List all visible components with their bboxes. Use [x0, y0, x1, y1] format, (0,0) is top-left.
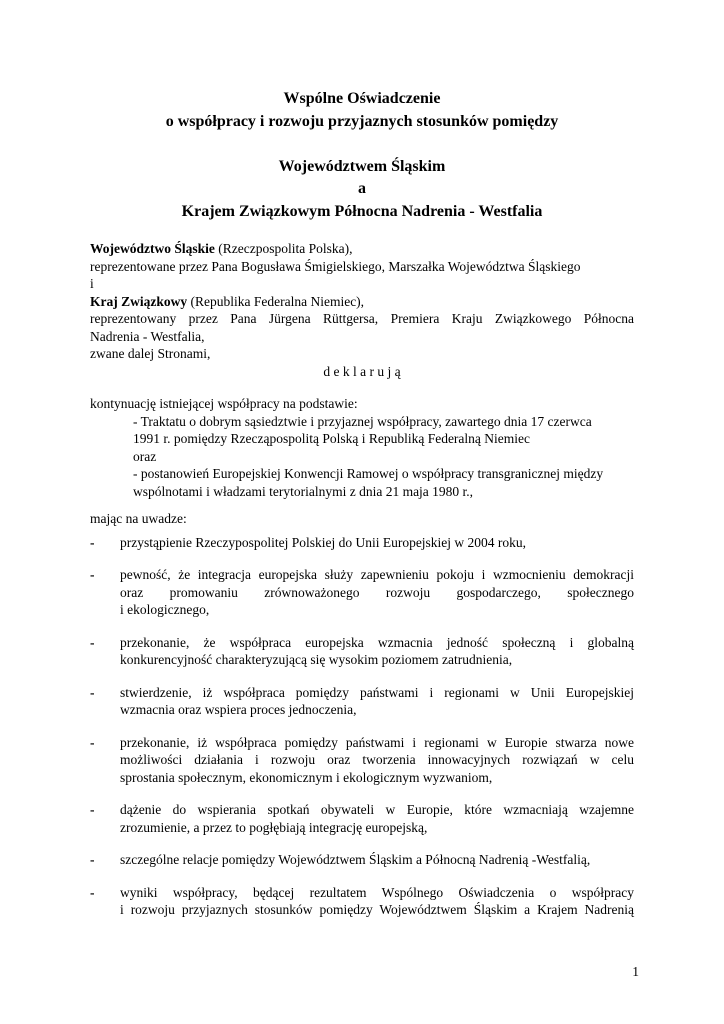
consideration-line: stwierdzenie, iż współpraca pomiędzy państwami i regionami w Unii Europejskiej: [120, 684, 634, 700]
consideration-item-3: [90, 634, 634, 669]
consideration-line: i ekologicznego,: [120, 602, 210, 617]
continuation-indented-block: [133, 413, 634, 501]
preamble-section: [90, 240, 634, 380]
convention-item-line2: wspólnotami i władzami terytorialnymi z dnia 21 maja 1980 r.,: [133, 483, 474, 499]
continuation-section: [90, 395, 634, 500]
party1-name: Województwo Śląskie: [90, 241, 215, 256]
consideration-item-8: [90, 884, 634, 919]
continuation-conjunction: oraz: [133, 448, 157, 464]
party1-state: (Rzeczpospolita Polska),: [214, 241, 353, 256]
consideration-item-7: [90, 851, 634, 869]
continuation-intro: kontynuację istniejącej współpracy na podstawie:: [90, 396, 358, 411]
preamble-party2-representative-line1: reprezentowany przez Pana Jürgena Rüttgersa, Premiera Kraju Związkowego Północna: [90, 311, 634, 326]
title-party-b: Krajem Związkowym Północna Nadrenia - Westfalia: [181, 202, 543, 220]
consideration-line: przekonanie, iż współpraca pomiędzy państwami i regionami w Europie stwarza nowe: [120, 734, 634, 750]
dash-bullet: -: [90, 734, 95, 750]
consideration-text: [120, 734, 634, 787]
consideration-text: [120, 684, 634, 719]
convention-item-line1: - postanowień Europejskiej Konwencji Ramowej o współpracy transgranicznej między: [133, 466, 604, 481]
document-title: [90, 88, 634, 223]
consideration-line: szczególne relacje pomiędzy Województwem Śląskim a Północną Nadrenią -Westfalią,: [120, 852, 591, 867]
consideration-line: wzmacnia oraz wspiera proces jednoczenia,: [120, 702, 357, 717]
dash-bullet: -: [90, 534, 95, 550]
considerations-list: [90, 534, 634, 919]
title-connector: a: [358, 180, 366, 197]
consideration-line: konkurencyjność charakteryzującą się wysokim poziomem zatrudnienia,: [120, 652, 513, 667]
consideration-item-1: [90, 534, 634, 552]
page-number: 1: [632, 964, 639, 979]
treaty-item-line2: 1991 r. pomiędzy Rzecząpospolitą Polską i Republiką Federalną Niemiec: [133, 431, 531, 446]
consideration-text: [120, 851, 634, 869]
preamble-alias: zwane dalej Stronami,: [90, 346, 211, 361]
treaty-item-line1: - Traktatu o dobrym sąsiedztwie i przyjaznej współpracy, zawartego dnia 17 czerwca: [133, 413, 592, 429]
dash-bullet: -: [90, 684, 95, 700]
consideration-line: zrozumienie, a przez to pogłębiają integrację europejską,: [120, 819, 428, 835]
consideration-text: [120, 566, 634, 619]
consideration-item-5: [90, 734, 634, 787]
consideration-line: wyniki współpracy, będącej rezultatem Wspólnego Oświadczenia o współpracy: [120, 884, 634, 900]
consideration-text: [120, 534, 634, 552]
consideration-item-2: [90, 566, 634, 619]
dash-bullet: -: [90, 634, 95, 650]
preamble-party1-representative: reprezentowane przez Pana Bogusława Śmigielskiego, Marszałka Województwa Śląskiego: [90, 258, 581, 274]
consideration-item-4: [90, 684, 634, 719]
consideration-line: możliwości działania i rozwoju oraz tworzenia innowacyjnych rozwiązań w celu: [120, 752, 634, 767]
consideration-line: dążenie do wspierania spotkań obywateli w Europie, które wzmacniają wzajemne: [120, 802, 634, 817]
title-line-1: Wspólne Oświadczenie: [283, 90, 441, 107]
party2-state: (Republika Federalna Niemiec),: [187, 293, 365, 309]
party2-name: Kraj Związkowy: [90, 293, 188, 309]
preamble-party2-representative-line2: Nadrenia - Westfalia,: [90, 328, 205, 344]
dash-bullet: -: [90, 884, 95, 900]
considering-intro: mając na uwadze:: [90, 511, 187, 526]
consideration-line: pewność, że integracja europejska służy zapewnieniu pokoju i wzmocnieniu demokracji: [120, 567, 634, 582]
declaration-word: d e k l a r u j ą: [323, 363, 401, 379]
dash-bullet: -: [90, 802, 95, 817]
consideration-line: przystąpienie Rzeczypospolitej Polskiej do Unii Europejskiej w 2004 roku,: [120, 534, 527, 550]
title-spacer: [90, 133, 634, 156]
dash-bullet: -: [90, 852, 95, 867]
preamble-party1-line: [90, 240, 634, 258]
title-line-2: o współpracy i rozwoju przyjaznych stosunków pomiędzy: [165, 112, 559, 130]
preamble-party2-line: [90, 293, 634, 311]
consideration-line: sprostania społecznym, ekonomicznym i ekologicznym wyzwaniom,: [120, 769, 493, 785]
consideration-text: [120, 634, 634, 669]
dash-bullet: -: [90, 567, 95, 582]
consideration-text: [120, 801, 634, 836]
consideration-text: [120, 884, 634, 919]
title-party-a: Województwem Śląskim: [278, 157, 446, 175]
preamble-conjunction: i: [90, 276, 94, 291]
consideration-line: przekonanie, że współpraca europejska wzmacnia jedność społeczną i globalną: [120, 634, 634, 650]
consideration-item-6: [90, 801, 634, 836]
consideration-line: i rozwoju przyjaznych stosunków pomiędzy Województwem Śląskim a Krajem Nadrenią: [120, 902, 634, 917]
consideration-line: oraz promowaniu zrównoważonego rozwoju gospodarczego, społecznego: [120, 584, 634, 600]
